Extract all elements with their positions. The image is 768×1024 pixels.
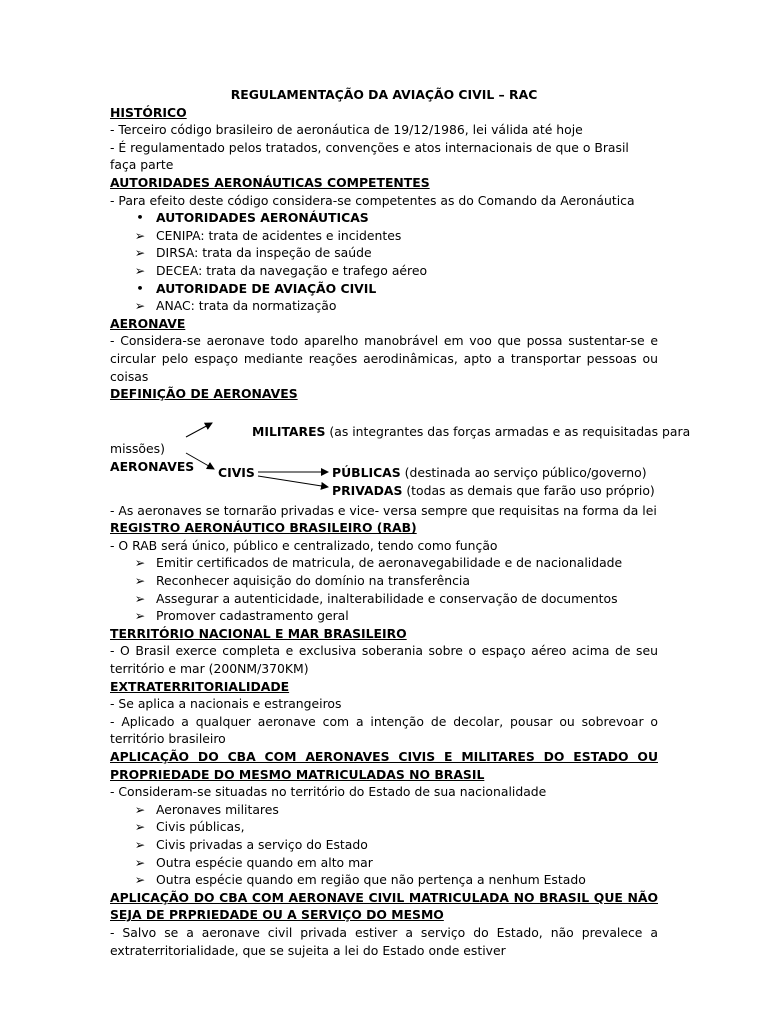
list-item [110, 871, 658, 889]
list-item [110, 607, 658, 625]
document-title: REGULAMENTAÇÃO DA AVIAÇÃO CIVIL – RAC [230, 87, 538, 102]
list-item [110, 209, 658, 227]
arrow-bullet-icon: ➢ [134, 801, 146, 817]
document-body [110, 86, 691, 959]
heading-aeronave: AERONAVE [110, 315, 186, 331]
list-item [110, 262, 658, 280]
heading-aplicacao-1: APLICAÇÃO DO CBA COM AERONAVES CIVIS E MILITARES DO ESTADO OU PROPRIEDADE DO MESMO MATRICULADAS NO BRASIL [110, 749, 658, 782]
heading-historico: HISTÓRICO [110, 104, 187, 120]
bullet-icon: • [136, 281, 144, 295]
aircraft-classification-diagram [110, 403, 691, 498]
militares-description: (as integrantes das forças armadas e as requisitadas para [325, 423, 691, 439]
historico-line-1: - Terceiro código brasileiro de aeronáutica de 19/12/1986, lei válida até hoje [110, 122, 583, 138]
rab-list [110, 554, 658, 624]
territorio-text: - O Brasil exerce completa e exclusiva soberania sobre o espaço aéreo acima de seu território e mar (200NM/370KM) [110, 643, 658, 677]
list-item [110, 554, 658, 572]
extra-line-2: - Aplicado a qualquer aeronave com a intenção de decolar, pousar ou sobrevoar o território brasileiro [110, 713, 658, 747]
heading-autoridades: AUTORIDADES AERONÁUTICAS COMPETENTES [110, 174, 430, 190]
list-item-text: ANAC: trata da normatização [156, 298, 337, 314]
aplicacao2-text: - Salvo se a aeronave civil privada estiver a serviço do Estado, não prevalece a extraterritorialidade, que se sujeita a lei do Estado onde estiver [110, 924, 658, 958]
list-item [110, 818, 658, 836]
list-item [110, 297, 658, 315]
militares-continuation: missões) [110, 440, 165, 456]
list-item-text: Civis públicas, [156, 819, 245, 835]
privadas-description: (todas as demais que farão uso próprio) [402, 482, 655, 498]
definicao-note: - As aeronaves se tornarão privadas e vice- versa sempre que requisitas na forma da lei [110, 502, 657, 518]
arrow-bullet-icon: ➢ [134, 854, 146, 870]
autoridades-list [110, 209, 658, 315]
arrow-bullet-icon: ➢ [134, 836, 146, 852]
list-item-text: Reconhecer aquisição do domínio na transferência [156, 573, 470, 589]
list-item-text: Outra espécie quando em região que não pertença a nenhum Estado [156, 872, 586, 888]
arrow-bullet-icon: ➢ [134, 819, 146, 835]
list-item [110, 854, 658, 872]
list-item-text: Assegurar a autenticidade, inalterabilidade e conservação de documentos [156, 590, 618, 606]
publicas-line [332, 464, 647, 482]
list-item [110, 572, 658, 590]
privadas-label: PRIVADAS [332, 482, 403, 498]
heading-aplicacao-2: APLICAÇÃO DO CBA COM AERONAVE CIVIL MATRICULADA NO BRASIL QUE NÃO SEJA DE PRPRIEDADE OU A SERVIÇO DO MESMO [110, 889, 658, 923]
arrow-bullet-icon: ➢ [134, 262, 146, 278]
list-item-text: Civis privadas a serviço do Estado [156, 836, 368, 852]
arrow-to-privadas [258, 476, 328, 487]
extra-line-1: - Se aplica a nacionais e estrangeiros [110, 696, 342, 712]
arrow-to-militares [186, 423, 212, 437]
list-item [110, 801, 658, 819]
list-item-text: AUTORIDADES AERONÁUTICAS [156, 210, 369, 226]
list-item [110, 227, 658, 245]
heading-extraterritorialidade: EXTRATERRITORIALIDADE [110, 678, 290, 694]
aeronave-text: - Considera-se aeronave todo aparelho manobrável em voo que possa sustentar-se e circular pelo espaço mediante reações aerodinâmicas, apto a transportar pessoas ou coisas [110, 333, 658, 384]
heading-rab: REGISTRO AERONÁUTICO BRASILEIRO (RAB) [110, 520, 417, 536]
arrow-bullet-icon: ➢ [134, 555, 146, 571]
list-item [110, 590, 658, 608]
aplicacao1-list [110, 801, 658, 889]
aplicacao1-intro: - Consideram-se situadas no território do Estado de sua nacionalidade [110, 784, 547, 800]
historico-line-2: - É regulamentado pelos tratados, convenções e atos internacionais de que o Brasil faça parte [110, 139, 629, 173]
arrow-bullet-icon: ➢ [134, 872, 146, 888]
rab-intro: - O RAB será único, público e centralizado, tendo como função [110, 537, 498, 553]
militares-label: MILITARES [252, 423, 326, 439]
list-item [110, 836, 658, 854]
publicas-label: PÚBLICAS [332, 464, 401, 480]
list-item-text: CENIPA: trata de acidentes e incidentes [156, 227, 402, 243]
list-item-text: Promover cadastramento geral [156, 608, 349, 624]
list-item [110, 244, 658, 262]
arrow-bullet-icon: ➢ [134, 245, 146, 261]
arrow-bullet-icon: ➢ [134, 608, 146, 624]
list-item-text: Outra espécie quando em alto mar [156, 854, 373, 870]
heading-territorio: TERRITÓRIO NACIONAL E MAR BRASILEIRO [110, 625, 407, 641]
autoridades-intro: - Para efeito deste código considera-se competentes as do Comando da Aeronáutica [110, 192, 635, 208]
privadas-line [332, 482, 655, 500]
militares-line [252, 423, 691, 441]
list-item [110, 280, 658, 298]
heading-definicao: DEFINIÇÃO DE AERONAVES [110, 386, 298, 402]
list-item-text: Aeronaves militares [156, 801, 279, 817]
arrow-bullet-icon: ➢ [134, 298, 146, 314]
civis-label: CIVIS [218, 464, 255, 480]
publicas-description: (destinada ao serviço público/governo) [400, 464, 647, 480]
arrow-bullet-icon: ➢ [134, 590, 146, 606]
list-item-text: AUTORIDADE DE AVIAÇÃO CIVIL [156, 280, 377, 296]
aeronaves-label: AERONAVES [110, 458, 195, 474]
list-item-text: Emitir certificados de matricula, de aeronavegabilidade e de nacionalidade [156, 555, 623, 571]
arrow-bullet-icon: ➢ [134, 573, 146, 589]
arrow-bullet-icon: ➢ [134, 227, 146, 243]
bullet-icon: • [136, 211, 144, 225]
list-item-text: DECEA: trata da navegação e trafego aéreo [156, 262, 428, 278]
list-item-text: DIRSA: trata da inspeção de saúde [156, 245, 372, 261]
